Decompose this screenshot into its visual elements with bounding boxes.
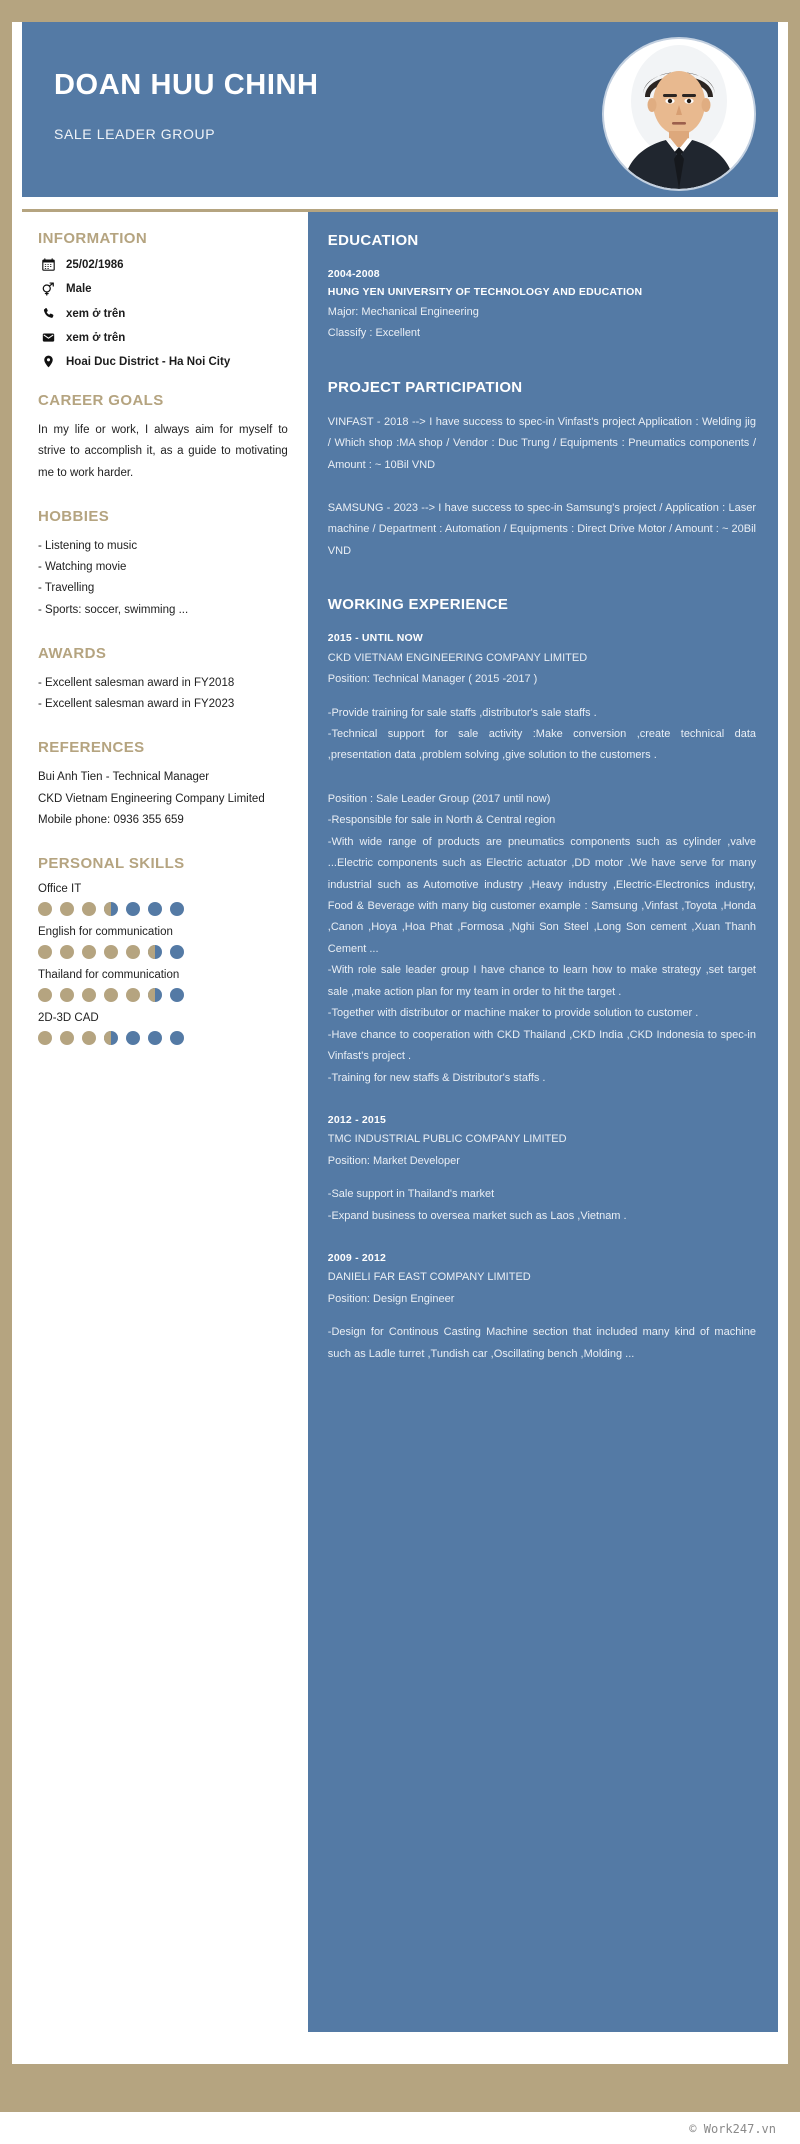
- avatar: [604, 39, 754, 189]
- spacer: [328, 691, 756, 703]
- career-goals-text: In my life or work, I always aim for myself to strive to accomplish it, as a guide to motivating me to work harder.: [38, 424, 288, 479]
- reference-company: CKD Vietnam Engineering Company Limited: [38, 792, 265, 805]
- info-value-email: xem ở trên: [66, 331, 126, 344]
- skill-rating-dots: [38, 902, 288, 916]
- info-value-gender: Male: [66, 283, 92, 295]
- sidebar-left: [22, 212, 302, 1069]
- spacer: [328, 1310, 756, 1322]
- skill-dot: [126, 1031, 140, 1045]
- spacer: [328, 476, 756, 498]
- skill-dot: [148, 1031, 162, 1045]
- skill-dot: [82, 902, 96, 916]
- skill-dot: [104, 945, 118, 959]
- info-value-birthdate: 25/02/1986: [66, 258, 124, 271]
- job-bullet: -Design for Continous Casting Machine section that included many kind of machine such as Ladle turret ,Tundish car ,Oscillating bench ,Molding ...: [327, 1326, 756, 1360]
- list-item: - Watching movie: [38, 561, 127, 574]
- header-text-block: [54, 70, 319, 142]
- skill-dot: [60, 1031, 74, 1045]
- skill-rating-dots: [38, 1031, 288, 1045]
- skill-dot: [126, 945, 140, 959]
- skill-dot: [60, 945, 74, 959]
- section-title-hobbies: HOBBIES: [38, 507, 110, 525]
- section-title-awards: AWARDS: [38, 644, 107, 662]
- info-value-phone: xem ở trên: [66, 307, 126, 320]
- skill-item: [38, 1012, 288, 1045]
- job-bullet: -Expand business to oversea market such as Laos ,Vietnam .: [327, 1209, 627, 1222]
- section-title-career-goals: CAREER GOALS: [38, 392, 164, 409]
- skill-dot: [82, 988, 96, 1002]
- skill-dot: [60, 988, 74, 1002]
- job-company: CKD VIETNAM ENGINEERING COMPANY LIMITED: [327, 651, 588, 664]
- job-bullet: -Sale support in Thailand's market: [327, 1188, 495, 1201]
- skill-dot: [82, 945, 96, 959]
- skill-item: [38, 926, 288, 959]
- job-bullet: -Training for new staffs & Distributor's staffs .: [327, 1071, 546, 1084]
- job-position: Position: Market Developer: [327, 1154, 460, 1167]
- gender-icon: [38, 282, 58, 296]
- cv-body: [12, 212, 788, 2032]
- job-bullet: -Technical support for sale activity :Make conversion ,create technical data ,presentation data ,problem solving ,give solution to the customers .: [327, 727, 756, 762]
- list-item: - Travelling: [38, 582, 95, 595]
- panel-right: [308, 212, 778, 2032]
- section-hobbies: [38, 508, 288, 621]
- skill-dot: [38, 945, 52, 959]
- info-row-address: [38, 355, 288, 368]
- project-entry: VINFAST - 2018 --> I have success to spec-in Vinfast's project Application : Welding jig / Which shop :MA shop / Vendor : Duc Trung / Equipments : Pneumatics components / Amount : ~ 10Bil VND: [327, 415, 756, 471]
- spacer: [328, 1172, 756, 1184]
- header-subtitle: SALE LEADER GROUP: [54, 125, 216, 142]
- section-awards: [38, 645, 288, 716]
- job-bullet: -Together with distributor or machine maker to provide solution to customer .: [327, 1007, 699, 1020]
- spacer: [328, 1227, 756, 1249]
- section-references: [38, 739, 288, 831]
- list-item: - Listening to music: [38, 539, 138, 552]
- skill-dot: [38, 902, 52, 916]
- education-school: HUNG YEN UNIVERSITY OF TECHNOLOGY AND EDUCATION: [327, 286, 643, 299]
- location-pin-icon: [38, 355, 58, 368]
- skill-item: [38, 883, 288, 916]
- project-entry: SAMSUNG - 2023 --> I have success to spec-in Samsung's project / Application : Laser machine / Department : Automation / Equipments : Direct Drive Motor / Amount : ~ 20Bil VND: [327, 501, 756, 557]
- job-period: 2012 - 2015: [327, 1113, 387, 1126]
- list-item: - Sports: soccer, swimming ...: [38, 603, 189, 616]
- skill-label: English for communication: [38, 926, 173, 939]
- section-project-participation: [328, 379, 756, 563]
- skill-dot: [38, 1031, 52, 1045]
- info-row-birthdate: [38, 258, 288, 271]
- job-company: DANIELI FAR EAST COMPANY LIMITED: [327, 1271, 531, 1284]
- skill-dot: [148, 902, 162, 916]
- job-bullet: -Provide training for sale staffs ,distributor's sale staffs .: [327, 706, 597, 719]
- skill-dot: [38, 988, 52, 1002]
- skill-dot: [104, 1031, 118, 1045]
- reference-phone: Mobile phone: 0936 355 659: [38, 813, 184, 826]
- spacer: [328, 767, 756, 789]
- section-education: [328, 232, 756, 345]
- list-item: - Excellent salesman award in FY2023: [38, 698, 235, 711]
- page-title: DOAN HUU CHINH: [54, 69, 319, 101]
- spacer: [328, 1089, 756, 1111]
- section-title-references: REFERENCES: [38, 739, 145, 757]
- education-classify: Classify : Excellent: [327, 327, 421, 340]
- list-item: - Excellent salesman award in FY2018: [38, 676, 235, 689]
- skill-label: Office IT: [38, 883, 82, 896]
- experience-entry: [328, 1249, 756, 1365]
- experience-entry: [328, 1111, 756, 1227]
- skill-dot: [170, 1031, 184, 1045]
- job-bullet: -With wide range of products are pneumatics components such as cylinder ,valve ...Electric components such as Electric actuator ,DD motor .We have serve for many industrial such as Automotive industry ,Heavy industry ,Electric-Electronics industry, Food & Beverage with many big customer example : Samsung ,Vinfast ,Toyota ,Honda ,Canon ,Hoya ,Hoa Phat ,Formosa ,Nghi Son Steel ,Long Son cement ,Xuan Thanh Cement ...: [327, 835, 756, 955]
- info-row-email: [38, 331, 288, 344]
- skill-dot: [126, 988, 140, 1002]
- section-working-experience: [328, 596, 756, 1365]
- skill-dot: [148, 988, 162, 1002]
- portrait-photo-icon: [604, 39, 754, 189]
- job-position: Position: Design Engineer: [327, 1292, 455, 1305]
- job-position: Position: Technical Manager ( 2015 -2017 ): [327, 673, 538, 686]
- education-years: 2004-2008: [327, 268, 380, 280]
- skill-dot: [170, 902, 184, 916]
- section-title-project: PROJECT PARTICIPATION: [327, 378, 523, 396]
- job-company: TMC INDUSTRIAL PUBLIC COMPANY LIMITED: [327, 1133, 567, 1146]
- cv-header: [22, 22, 778, 197]
- job-bullet: Position : Sale Leader Group (2017 until now): [327, 792, 551, 805]
- calendar-icon: [38, 258, 58, 271]
- footer: [0, 2112, 800, 2144]
- skill-label: Thailand for communication: [38, 969, 180, 982]
- job-bullet: -With role sale leader group I have chance to learn how to make strategy ,set target sale ,make action plan for my team in order to hit the target .: [327, 964, 756, 998]
- skill-dot: [170, 945, 184, 959]
- info-row-gender: [38, 282, 288, 296]
- skill-dot: [148, 945, 162, 959]
- job-period: 2015 - UNTIL NOW: [327, 632, 423, 645]
- cv-sheet: [12, 22, 788, 2064]
- skill-label: 2D-3D CAD: [38, 1012, 99, 1025]
- skill-dot: [170, 988, 184, 1002]
- skill-dot: [104, 902, 118, 916]
- footer-credit: © Work247.vn: [689, 2122, 776, 2136]
- phone-icon: [38, 307, 58, 320]
- skill-item: [38, 969, 288, 1002]
- experience-entry: [328, 629, 756, 1089]
- info-row-phone: [38, 307, 288, 320]
- section-career-goals: [38, 392, 288, 484]
- info-value-address: Hoai Duc District - Ha Noi City: [66, 355, 231, 368]
- skill-dot: [60, 902, 74, 916]
- reference-name: Bui Anh Tien - Technical Manager: [38, 771, 210, 784]
- mail-icon: [38, 331, 58, 344]
- skill-dot: [82, 1031, 96, 1045]
- job-bullet: -Responsible for sale in North & Central region: [327, 814, 556, 827]
- section-information: [38, 230, 288, 368]
- section-personal-skills: [38, 855, 288, 1045]
- spacer: [328, 345, 756, 379]
- spacer: [328, 562, 756, 596]
- section-title-information: INFORMATION: [38, 230, 148, 247]
- job-period: 2009 - 2012: [327, 1252, 387, 1265]
- skill-dot: [104, 988, 118, 1002]
- skill-dot: [126, 902, 140, 916]
- section-title-personal-skills: PERSONAL SKILLS: [38, 855, 185, 873]
- section-title-education: EDUCATION: [327, 232, 419, 249]
- section-title-experience: WORKING EXPERIENCE: [327, 596, 509, 614]
- skill-rating-dots: [38, 988, 288, 1002]
- job-bullet: -Have chance to cooperation with CKD Thailand ,CKD India ,CKD Indonesia to spec-in Vinfast's project .: [327, 1028, 756, 1063]
- skill-rating-dots: [38, 945, 288, 959]
- education-major: Major: Mechanical Engineering: [327, 305, 479, 318]
